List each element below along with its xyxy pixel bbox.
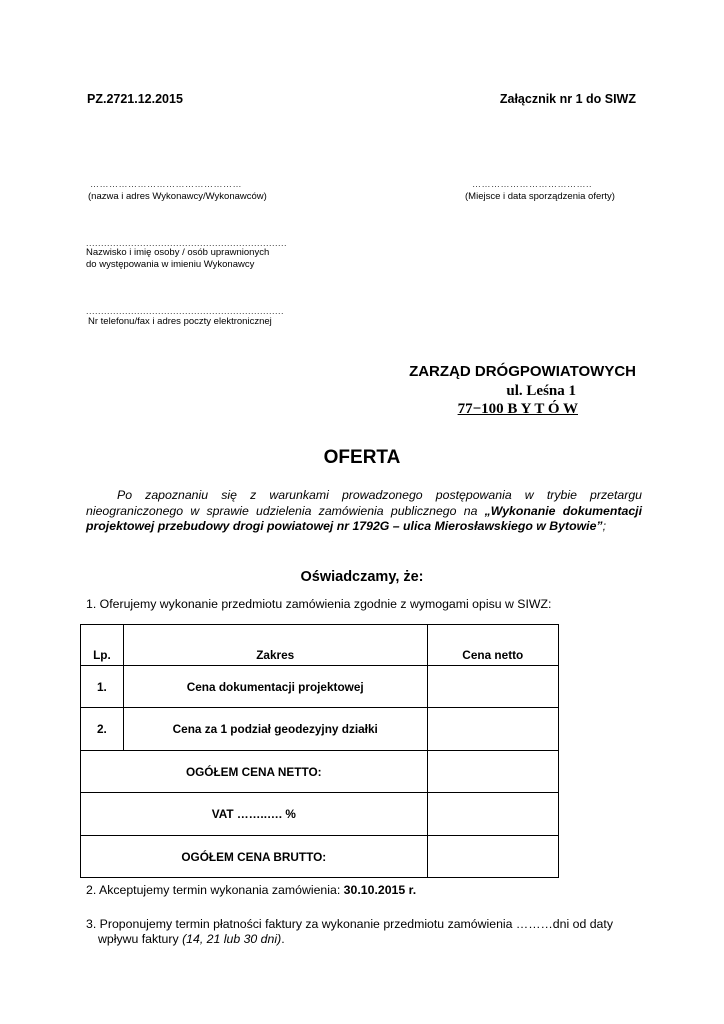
point-2 (86, 882, 416, 898)
total-net-label: OGÓŁEM CENA NETTO: (81, 751, 428, 793)
point-3-text: wpływu faktury (98, 932, 183, 946)
total-gross-label: OGÓŁEM CENA BRUTTO: (81, 836, 428, 878)
contact-caption: Nr telefonu/fax i adres poczty elektronicznej (88, 316, 272, 327)
addressee-name: ZARZĄD DRÓGPOWIATOWYCH (409, 363, 636, 380)
table-row (81, 708, 559, 751)
tender-subject: „Wykonanie dokumentacji projektowej przebudowy drogi powiatowej nr 1792G – ulica Mierosławskiego w Bytowie” (86, 503, 642, 533)
point-2-text: 2. Akceptujemy termin wykonania zamówienia: (86, 883, 344, 897)
completion-date: 30.10.2015 r. (343, 883, 417, 897)
addressee-city: 77−100 B Y T Ó W (457, 401, 578, 417)
point-3-line2 (98, 931, 285, 947)
intro-end: ; (602, 519, 607, 533)
intro-text: Po zapoznaniu się z warunkami prowadzonego postępowania w trybie przetargu nieograniczonego w sprawie udzielenia zamówienia publicznego na (86, 488, 642, 518)
header-price: Cena netto (427, 625, 558, 666)
attachment-label: Załącznik nr 1 do SIWZ (499, 92, 636, 106)
person-caption-line2: do występowania w imieniu Wykonawcy (86, 259, 255, 270)
reference-number: PZ.2721.12.2015 (87, 92, 183, 106)
point-3-end: . (281, 932, 285, 946)
intro-paragraph (86, 488, 642, 535)
vat-row (81, 793, 559, 836)
row-price-cell[interactable] (427, 708, 558, 751)
place-date-caption: (Miejsce i data sporządzenia oferty) (465, 191, 615, 202)
contact-dots: .................................................................. (86, 306, 285, 316)
table-header-row (81, 625, 559, 666)
total-net-value-cell[interactable] (427, 751, 558, 793)
total-gross-value-cell[interactable] (427, 836, 558, 878)
person-dots: ................................................................... (86, 238, 288, 248)
contractor-name-caption: (nazwa i adres Wykonawcy/Wykonawców) (88, 191, 267, 202)
person-caption-line1: Nazwisko i imię osoby / osób uprawnionych (86, 247, 270, 258)
offer-table (80, 624, 559, 878)
row-lp: 1. (81, 666, 124, 708)
point-3-line1: 3. Proponujemy termin płatności faktury za wykonanie przedmiotu zamówienia ………dni od daty (86, 917, 613, 931)
total-net-row (81, 751, 559, 793)
addressee-street: ul. Leśna 1 (506, 383, 576, 399)
row-scope: Cena za 1 podział geodezyjny działki (123, 708, 427, 751)
vat-value-cell[interactable] (427, 793, 558, 836)
vat-label: VAT ……..…. % (81, 793, 428, 836)
row-scope: Cena dokumentacji projektowej (123, 666, 427, 708)
place-date-dots: ……………………………….. (472, 179, 593, 189)
header-scope: Zakres (123, 625, 427, 666)
row-price-cell[interactable] (427, 666, 558, 708)
contractor-name-dots: ………………………………………… (90, 179, 242, 189)
total-gross-row (81, 836, 559, 878)
declaration-heading: Oświadczamy, że: (300, 569, 424, 585)
payment-options: (14, 21 lub 30 dni) (182, 932, 282, 946)
table-row (81, 666, 559, 708)
header-lp: Lp. (81, 625, 124, 666)
document-title: OFERTA (323, 447, 401, 468)
row-lp: 2. (81, 708, 124, 751)
point-1: 1. Oferujemy wykonanie przedmiotu zamówienia zgodnie z wymogami opisu w SIWZ: (86, 597, 552, 611)
